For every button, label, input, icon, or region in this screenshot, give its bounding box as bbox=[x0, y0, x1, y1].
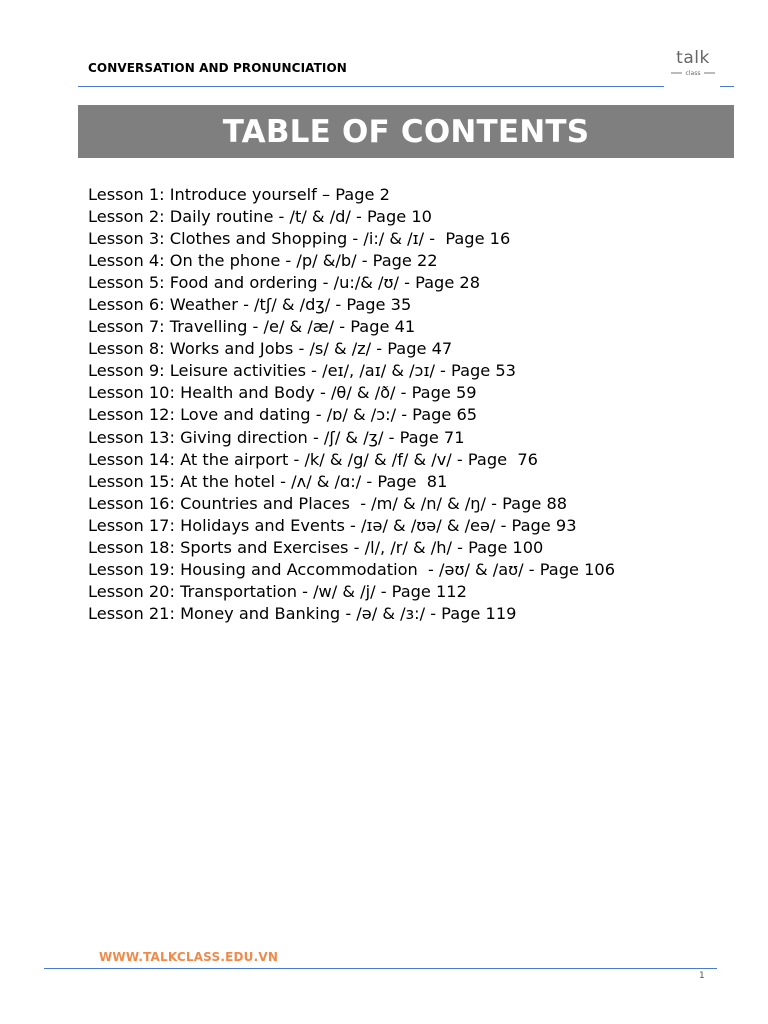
header-divider-right bbox=[720, 86, 734, 87]
toc-entry: Lesson 21: Money and Banking - /ə/ & /ɜ:/ - Page 119 bbox=[88, 603, 517, 623]
toc-entry: Lesson 16: Countries and Places - /m/ & /n/ & /ŋ/ - Page 88 bbox=[88, 493, 568, 513]
logo-wordmark: talk bbox=[676, 48, 710, 68]
lesson-list bbox=[88, 184, 615, 625]
talkclass-logo bbox=[666, 44, 720, 80]
toc-entry: Lesson 15: At the hotel - /ʌ/ & /ɑ:/ - Page 81 bbox=[88, 471, 448, 491]
toc-entry: Lesson 5: Food and ordering - /u:/& /ʊ/ - Page 28 bbox=[88, 273, 481, 293]
page-number: 1 bbox=[699, 971, 705, 981]
toc-entry: Lesson 6: Weather - /tʃ/ & /dʒ/ - Page 35 bbox=[88, 295, 412, 315]
toc-title: TABLE OF CONTENTS bbox=[222, 113, 590, 150]
toc-entry: Lesson 13: Giving direction - /ʃ/ & /ʒ/ - Page 71 bbox=[88, 427, 465, 447]
toc-entry: Lesson 18: Sports and Exercises - /l/, /r/ & /h/ - Page 100 bbox=[88, 537, 544, 557]
header-divider bbox=[78, 86, 664, 87]
toc-entry: Lesson 4: On the phone - /p/ &/b/ - Page 22 bbox=[88, 251, 438, 271]
toc-entry: Lesson 17: Holidays and Events - /ɪə/ & /ʊə/ & /eə/ - Page 93 bbox=[88, 515, 577, 535]
toc-entry: Lesson 20: Transportation - /w/ & /j/ - Page 112 bbox=[88, 581, 467, 601]
toc-entry: Lesson 8: Works and Jobs - /s/ & /z/ - Page 47 bbox=[88, 339, 453, 359]
header-title: CONVERSATION AND PRONUNCIATION bbox=[88, 61, 347, 75]
toc-entry: Lesson 9: Leisure activities - /eɪ/, /aɪ/ & /ɔɪ/ - Page 53 bbox=[88, 361, 516, 381]
toc-entry: Lesson 19: Housing and Accommodation - /əʊ/ & /aʊ/ - Page 106 bbox=[88, 559, 615, 579]
toc-entry: Lesson 3: Clothes and Shopping - /i:/ & /ɪ/ - Page 16 bbox=[88, 229, 511, 249]
toc-entry: Lesson 12: Love and dating - /ɒ/ & /ɔ:/ - Page 65 bbox=[88, 405, 478, 425]
toc-entry: Lesson 2: Daily routine - /t/ & /d/ - Page 10 bbox=[88, 207, 432, 227]
toc-entry: Lesson 14: At the airport - /k/ & /g/ & /f/ & /v/ - Page 76 bbox=[88, 449, 538, 469]
logo-subtext: class bbox=[685, 70, 701, 77]
toc-title-banner bbox=[78, 105, 734, 158]
toc-entry: Lesson 10: Health and Body - /θ/ & /ð/ - Page 59 bbox=[88, 383, 477, 403]
footer-website-link[interactable]: WWW.TALKCLASS.EDU.VN bbox=[99, 950, 279, 964]
toc-entry: Lesson 1: Introduce yourself – Page 2 bbox=[88, 185, 390, 204]
footer-divider bbox=[44, 968, 717, 969]
toc-entry: Lesson 7: Travelling - /e/ & /æ/ - Page 41 bbox=[88, 317, 416, 337]
